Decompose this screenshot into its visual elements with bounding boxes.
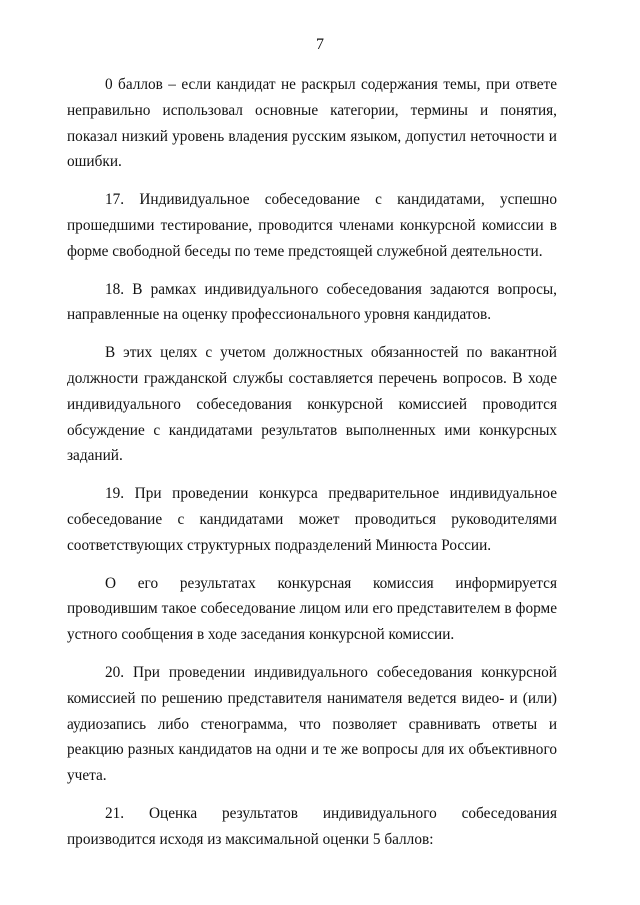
page-number: 7	[316, 36, 324, 53]
paragraph-17: 17. Индивидуальное собеседование с кандидатами, успешно прошедшими тестирование, проводится членами конкурсной комиссии в форме свободной беседы по теме предстоящей служебной деятельности.	[67, 191, 557, 260]
paragraph-19-continued: О его результатах конкурсная комиссия информируется проводившим такое собеседование лицом или его представителем в форме устного сообщения в ходе заседания конкурсной комиссии.	[67, 574, 557, 644]
paragraph-18: 18. В рамках индивидуального собеседования задаются вопросы, направленные на оценку профессионального уровня кандидатов.	[67, 280, 557, 324]
paragraph-19: 19. При проведении конкурса предварительное индивидуальное собеседование с кандидатами может проводиться руководителями соответствующих структурных подразделений Минюста России.	[67, 485, 557, 554]
paragraph-18-continued: В этих целях с учетом должностных обязанностей по вакантной должности гражданской службы составляется перечень вопросов. В ходе индивидуального собеседования конкурсной комиссией проводится обсуждение с кандидатами результатов выполненных ими конкурсных заданий.	[67, 344, 557, 465]
paragraph-21: 21. Оценка результатов индивидуального собеседования производится исходя из максимальной оценки 5 баллов:	[67, 804, 557, 848]
document-body	[67, 72, 557, 865]
paragraph-zero-points: 0 баллов – если кандидат не раскрыл содержания темы, при ответе неправильно использовал основные категории, термины и понятия, показал низкий уровень владения русским языком, допустил неточности и ошибки.	[67, 76, 557, 171]
paragraph-20: 20. При проведении индивидуального собеседования конкурсной комиссией по решению представителя нанимателя ведется видео- и (или) аудиозапись либо стенограмма, что позволяет сравнивать ответы и реакцию разных кандидатов на одни и те же вопросы для их объективного учета.	[67, 663, 557, 785]
